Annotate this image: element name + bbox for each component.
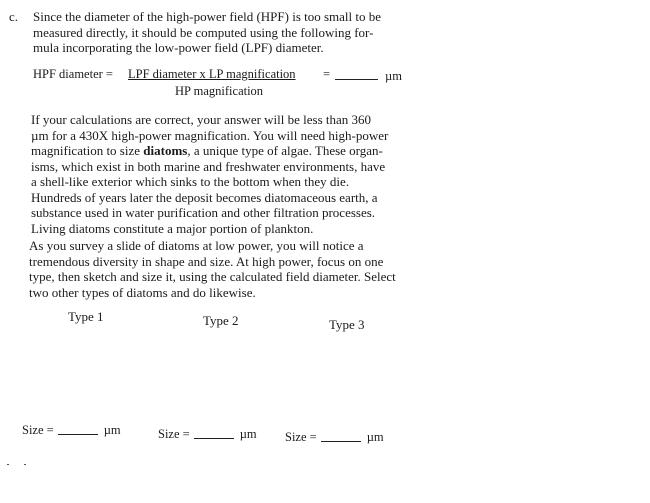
type-2-label: Type 2 xyxy=(203,313,239,328)
size-blank xyxy=(58,434,98,435)
calc-line: Hundreds of years later the deposit becomes diatomaceous earth, a xyxy=(31,189,378,205)
size-label: Size = xyxy=(285,430,317,444)
survey-line: type, then sketch and size it, using the calculated field diameter. Select xyxy=(29,269,396,284)
calculation-paragraph xyxy=(31,112,403,236)
calc-line: Living diatoms constitute a major portion of plankton. xyxy=(31,220,314,236)
term-diatoms: diatoms xyxy=(143,143,188,158)
intro-line: measured directly, it should be computed using the following for- xyxy=(33,24,374,40)
type-1-label: Type 1 xyxy=(68,309,104,324)
formula-label: HPF diameter = xyxy=(33,67,113,81)
calc-line: µm for a 430X high-power magnification. You will need high-power xyxy=(31,127,389,143)
size-field-3 xyxy=(285,430,384,445)
calc-line: substance used in water purification and other filtration processes. xyxy=(31,205,376,220)
intro-line: mula incorporating the low-power field (LPF) diameter. xyxy=(33,40,324,55)
intro-paragraph xyxy=(33,9,405,56)
type-3-label: Type 3 xyxy=(329,317,365,332)
calc-line: If your calculations are correct, your answer will be less than 360 xyxy=(31,112,372,127)
formula-numerator: LPF diameter x LP magnification xyxy=(128,67,296,81)
intro-line: Since the diameter of the high-power field (HPF) is too small to be xyxy=(33,9,382,24)
calc-line: magnification to size diatoms, a unique type of algae. These organ- xyxy=(31,143,383,158)
size-label: Size = xyxy=(158,427,190,441)
size-unit: µm xyxy=(103,423,121,437)
size-field-1 xyxy=(22,423,121,438)
calc-line: isms, which exist in both marine and freshwater environments, have xyxy=(31,158,386,174)
calc-line: a shell-like exterior which sinks to the bottom when they die. xyxy=(31,174,350,189)
formula-answer-blank xyxy=(335,79,378,80)
formula-unit: µm xyxy=(385,69,402,83)
formula-equals: = xyxy=(323,67,331,81)
size-label: Size = xyxy=(22,423,54,437)
size-field-2 xyxy=(158,427,257,442)
formula-denominator: HP magnification xyxy=(175,84,264,98)
size-unit: µm xyxy=(239,427,257,441)
size-unit: µm xyxy=(366,430,384,444)
survey-paragraph xyxy=(29,238,397,300)
survey-line: two other types of diatoms and do likewise. xyxy=(29,284,256,300)
item-marker: c. xyxy=(9,9,19,24)
scan-speck xyxy=(7,464,9,465)
survey-line: As you survey a slide of diatoms at low power, you will notice a xyxy=(29,238,364,253)
size-blank xyxy=(194,438,234,439)
survey-line: tremendous diversity in shape and size. At high power, focus on one xyxy=(29,253,384,269)
size-blank xyxy=(321,441,361,442)
scan-speck xyxy=(24,464,26,465)
